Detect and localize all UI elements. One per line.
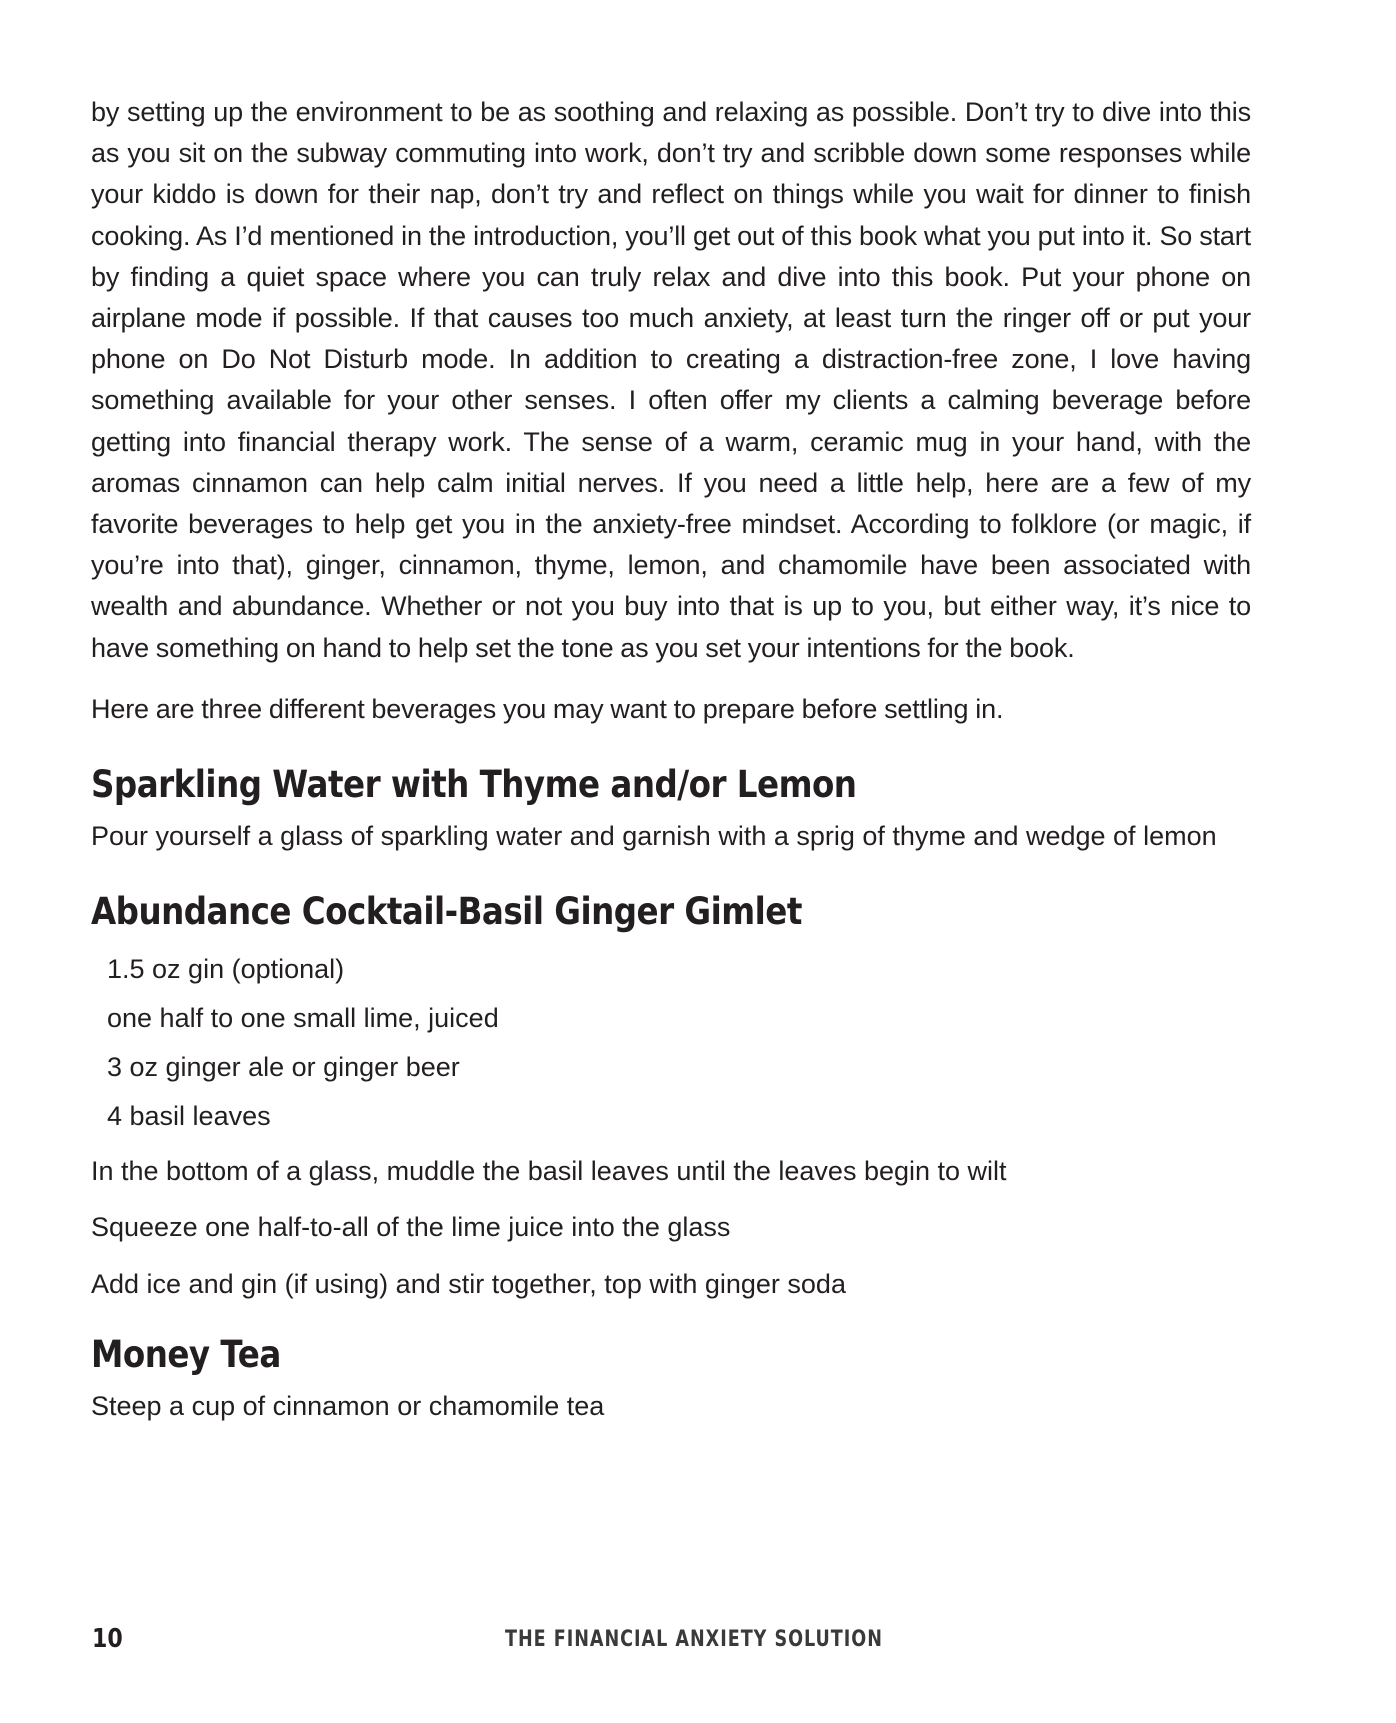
page-number: 10 (92, 1624, 123, 1654)
section-heading-abundance-cocktail: Abundance Cocktail-Basil Ginger Gimlet (91, 890, 802, 934)
page-body (91, 92, 1251, 1427)
ingredient-item: 4 basil leaves (107, 1101, 271, 1132)
sparkling-water-text: Pour yourself a glass of sparkling water and garnish with a sprig of thyme and wedge of lemon (91, 821, 1217, 852)
ingredient-item: 3 oz ginger ale or ginger beer (107, 1052, 460, 1083)
money-tea-text: Steep a cup of cinnamon or chamomile tea (91, 1390, 605, 1421)
ingredient-item: one half to one small lime, juiced (107, 1003, 499, 1034)
instruction-step: Squeeze one half-to-all of the lime juice into the glass (91, 1212, 731, 1243)
ingredient-item: 1.5 oz gin (optional) (107, 954, 345, 985)
running-footer-title: THE FINANCIAL ANXIETY SOLUTION (505, 1627, 883, 1652)
instruction-step: In the bottom of a glass, muddle the basil leaves until the leaves begin to wilt (91, 1156, 1007, 1187)
section-heading-money-tea: Money Tea (91, 1332, 281, 1376)
body-paragraph: by setting up the environment to be as soothing and relaxing as possible. Don’t try to dive into this as you sit on the subway commuting into work, don’t try and scribble down some responses while your kiddo is down for their nap, don’t try and reflect on things while you wait for dinner to finish cooking. As I’d mentioned in the introduction, you’ll get out of this book what you put into it. So start by finding a quiet space where you can truly relax and dive into this book. Put your phone on airplane mode if possible. If that causes too much anxiety, at least turn the ringer off or put your phone on Do Not Disturb mode. In addition to creating a distraction-free zone, I love having something available for your other senses. I often offer my clients a calming beverage before getting into financial therapy work. The sense of a warm, ceramic mug in your hand, with the aromas cinnamon can help calm initial nerves. If you need a little help, here are a few of my favorite beverages to help get you in the anxiety-free mindset. According to folklore (or magic, if you’re into that), ginger, cinnamon, thyme, lemon, and chamomile have been associated with wealth and abundance. Whether or not you buy into that is up to you, but either way, it’s nice to have something on hand to help set the tone as you set your intentions for the book. (91, 97, 1251, 663)
section-heading-sparkling-water: Sparkling Water with Thyme and/or Lemon (91, 763, 857, 807)
ingredient-list (91, 945, 1251, 1141)
beverages-intro: Here are three different beverages you may want to prepare before settling in. (91, 693, 1004, 724)
instruction-step: Add ice and gin (if using) and stir together, top with ginger soda (91, 1268, 846, 1299)
